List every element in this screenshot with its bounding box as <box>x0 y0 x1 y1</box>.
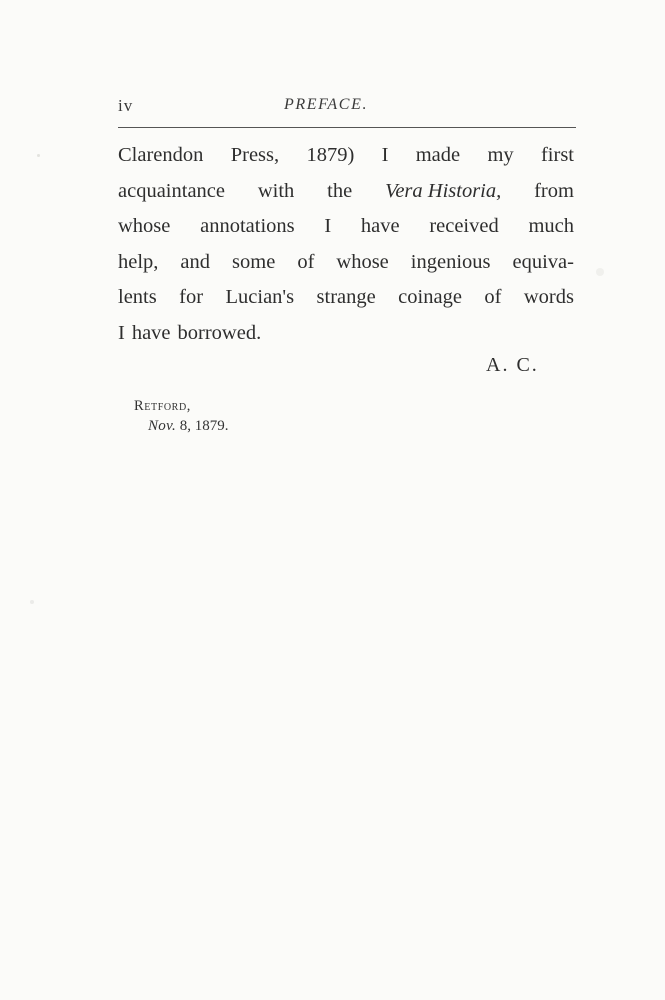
word: and <box>180 250 211 273</box>
word: 1879) <box>306 144 355 166</box>
text-line <box>118 174 574 210</box>
word: I <box>381 144 389 166</box>
word: coinage <box>398 286 462 308</box>
preface-text <box>118 138 574 351</box>
word: with <box>257 179 295 202</box>
date-rest: 8, 1879. <box>179 418 229 434</box>
word: of <box>297 250 315 273</box>
word: annotations <box>200 215 295 237</box>
word: words <box>523 286 574 308</box>
word: made <box>415 144 461 166</box>
word: have <box>131 321 171 344</box>
word: my <box>487 144 514 166</box>
word: of <box>484 286 502 308</box>
word: for <box>179 286 204 308</box>
text-line <box>118 138 574 174</box>
word: acquaintance <box>118 179 225 202</box>
word: much <box>528 215 574 237</box>
word: help, <box>118 250 159 273</box>
word: borrowed. <box>177 321 262 344</box>
word: Lucian's <box>225 286 295 308</box>
text-line <box>118 245 574 281</box>
paper-speck <box>30 600 34 604</box>
paper-speck <box>37 154 40 157</box>
word: received <box>429 215 499 237</box>
word: whose <box>118 215 171 237</box>
page-header <box>118 96 574 118</box>
header-rule <box>118 127 576 128</box>
word: lents <box>118 286 157 308</box>
word: I <box>324 215 332 237</box>
word: have <box>360 215 400 237</box>
word: the <box>327 179 353 202</box>
word: Clarendon <box>118 144 204 166</box>
text-line <box>118 316 574 352</box>
page-number: iv <box>118 96 134 115</box>
date-line <box>148 418 229 435</box>
date-month: Nov. <box>148 418 176 434</box>
word: strange <box>316 286 376 308</box>
word: I <box>118 321 125 344</box>
word: Press, <box>230 144 280 166</box>
word: some <box>232 250 276 273</box>
text-line <box>118 209 574 245</box>
author-initials: A. C. <box>486 354 539 376</box>
word: first <box>540 144 574 166</box>
running-title: PREFACE. <box>284 96 369 113</box>
word: whose <box>336 250 389 273</box>
text-line <box>118 280 574 316</box>
paper-speck <box>596 268 604 276</box>
word: Vera Historia, <box>385 179 502 202</box>
place-line: Retford, <box>134 398 191 414</box>
word: from <box>534 179 574 202</box>
word: ingenious <box>410 250 491 273</box>
word: equiva- <box>512 250 574 273</box>
